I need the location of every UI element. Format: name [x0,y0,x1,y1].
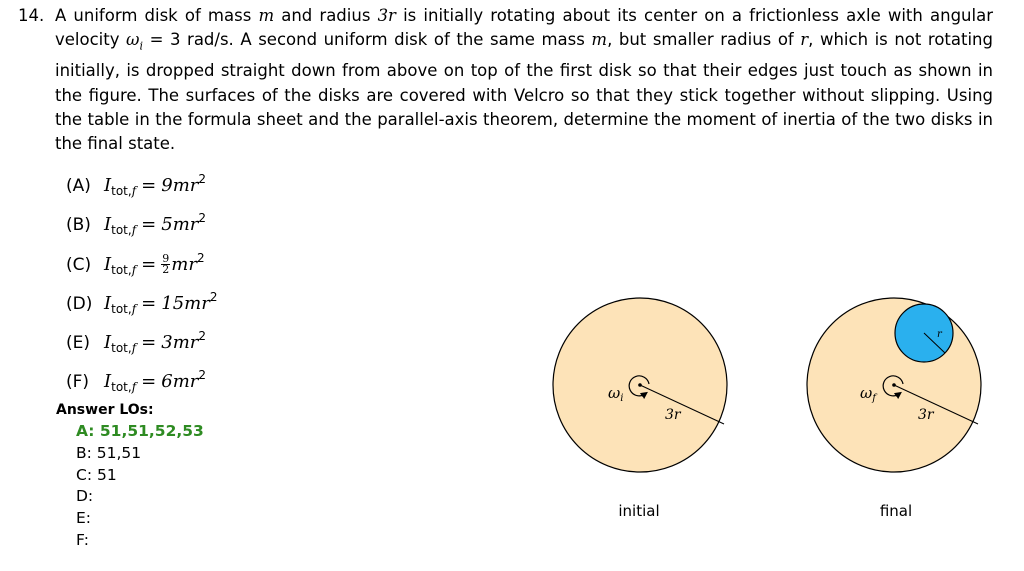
radius-3r-label-final: 3r [918,407,934,423]
problem-stem: A uniform disk of mass m and radius 3r is initially rotating about its center on a frictionless axle with angular velocity $\omega_i = 3$ rad/s. A second uniform disk of the same mass m, but smaller radius of r, which is not rotating initially, is dropped straight down from above on top of the first disk so that their edges just touch as shown in the figure. The surfaces of the disks are covered with Velcro so that they stick together without slipping. Using the table in the formula sheet and the parallel-axis theorem, determine the moment of inertia of the two disks in the final state. [55,6,993,154]
choice-e[interactable]: (E) $I_{tot,f} = 3mr^2$ [66,329,207,356]
lo-b: B: 51,51 [76,443,142,462]
answer-los-title: Answer LOs: [56,402,154,418]
choice-c[interactable]: (C) $I_{tot,f}$ = $\frac{9}{2}$ $mr^2$ [66,250,205,277]
radius-r-label: r [937,329,942,340]
choice-f[interactable]: (F) $I_{tot,f} = 6mr^2$ [66,368,207,395]
lo-d: D: [76,487,94,506]
choice-d[interactable]: (D) $I_{tot,f} = 15mr^2$ [66,289,218,316]
lo-a: A: 51,51,52,53 [76,422,204,440]
caption-final: final [879,502,913,520]
choice-a[interactable]: (A) $I_{tot,f} = 9mr^2$ [66,172,207,198]
problem-number: 14. [18,6,45,25]
initial-diagram [553,298,727,520]
lo-f: F: [76,530,89,549]
omega-f-label: $\omega_f$ [860,384,876,404]
omega-i-label: $\omega_i$ [608,384,624,404]
final-diagram [807,298,981,520]
radius-3r-label-initial: 3r [665,407,681,423]
fraction: $\frac{9}{2}$ [162,252,170,277]
lo-e: E: [76,509,92,528]
lo-c: C: 51 [76,465,117,484]
caption-initial: initial [618,502,660,520]
choice-b[interactable]: (B) $I_{tot,f} = 5mr^2$ [66,211,207,238]
